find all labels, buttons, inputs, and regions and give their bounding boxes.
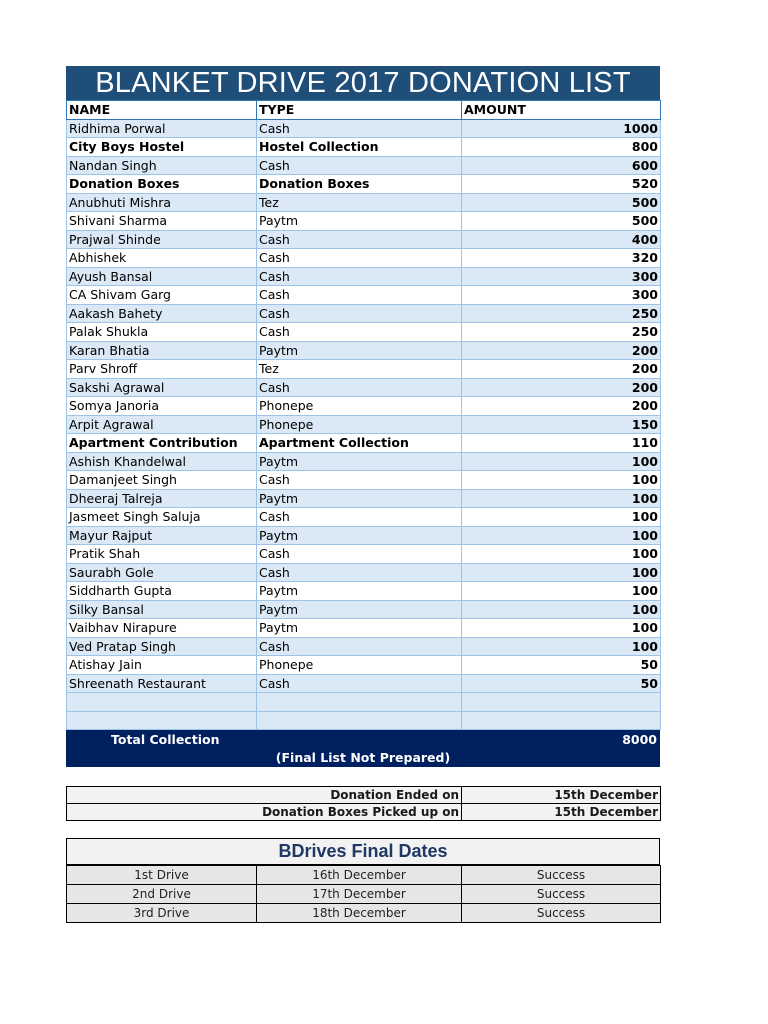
- donation-type: Cash: [257, 637, 462, 656]
- table-row: [67, 212, 661, 231]
- donation-type: Cash: [257, 304, 462, 323]
- table-row: [67, 156, 661, 175]
- donor-name: Aakash Bahety: [67, 304, 257, 323]
- table-row: [67, 249, 661, 268]
- donation-amount: 50: [462, 656, 661, 675]
- donation-type: Cash: [257, 545, 462, 564]
- donation-type: Paytm: [257, 341, 462, 360]
- donation-amount: 100: [462, 545, 661, 564]
- donation-type: Cash: [257, 471, 462, 490]
- donation-amount: 100: [462, 600, 661, 619]
- table-row: [67, 619, 661, 638]
- table-row: [67, 471, 661, 490]
- page-title: BLANKET DRIVE 2017 DONATION LIST: [66, 66, 660, 100]
- donor-name: Silky Bansal: [67, 600, 257, 619]
- donation-amount: 250: [462, 323, 661, 342]
- donor-name: Ayush Bansal: [67, 267, 257, 286]
- donation-type: Apartment Collection: [257, 434, 462, 453]
- table-row: [67, 508, 661, 527]
- dates-table: [66, 786, 661, 821]
- table-row: [67, 304, 661, 323]
- empty-row: [67, 693, 661, 712]
- table-row: [67, 175, 661, 194]
- donor-name: Abhishek: [67, 249, 257, 268]
- donation-type: Cash: [257, 508, 462, 527]
- table-row: [67, 267, 661, 286]
- empty-cell: [257, 693, 462, 712]
- drive-date: 16th December: [257, 866, 462, 885]
- donor-name: Nandan Singh: [67, 156, 257, 175]
- donation-table: [66, 100, 661, 730]
- donation-type: Cash: [257, 156, 462, 175]
- donor-name: Sakshi Agrawal: [67, 378, 257, 397]
- donor-name: Karan Bhatia: [67, 341, 257, 360]
- date-value: 15th December: [462, 787, 661, 804]
- drive-name: 3rd Drive: [67, 904, 257, 923]
- drive-status: Success: [462, 904, 661, 923]
- donation-amount: 520: [462, 175, 661, 194]
- table-row: [67, 545, 661, 564]
- donation-type: Cash: [257, 267, 462, 286]
- donation-amount: 100: [462, 637, 661, 656]
- donation-amount: 100: [462, 526, 661, 545]
- table-row: [67, 138, 661, 157]
- drive-date: 17th December: [257, 885, 462, 904]
- donation-type: Cash: [257, 563, 462, 582]
- donation-amount: 150: [462, 415, 661, 434]
- date-row: [67, 804, 661, 821]
- table-row: [67, 360, 661, 379]
- empty-cell: [67, 711, 257, 730]
- empty-cell: [257, 711, 462, 730]
- donation-type: Phonepe: [257, 656, 462, 675]
- donor-name: Siddharth Gupta: [67, 582, 257, 601]
- donation-amount: 200: [462, 397, 661, 416]
- final-list-note: (Final List Not Prepared): [275, 750, 451, 765]
- table-row: [67, 637, 661, 656]
- drive-row: [67, 866, 661, 885]
- donation-list-sheet: [66, 66, 660, 767]
- donor-name: Ved Pratap Singh: [67, 637, 257, 656]
- donor-name: Damanjeet Singh: [67, 471, 257, 490]
- table-row: [67, 674, 661, 693]
- donation-amount: 500: [462, 212, 661, 231]
- total-collection-bar: [66, 730, 660, 767]
- drive-name: 1st Drive: [67, 866, 257, 885]
- empty-cell: [462, 711, 661, 730]
- donation-amount: 500: [462, 193, 661, 212]
- empty-row: [67, 711, 661, 730]
- donor-name: Mayur Rajput: [67, 526, 257, 545]
- donation-amount: 200: [462, 378, 661, 397]
- drive-status: Success: [462, 885, 661, 904]
- table-row: [67, 415, 661, 434]
- donation-amount: 100: [462, 489, 661, 508]
- donor-name: Shivani Sharma: [67, 212, 257, 231]
- donor-name: Dheeraj Talreja: [67, 489, 257, 508]
- donor-name: Ashish Khandelwal: [67, 452, 257, 471]
- table-row: [67, 526, 661, 545]
- table-row: [67, 378, 661, 397]
- column-header-type: TYPE: [257, 101, 462, 120]
- donor-name: Anubhuti Mishra: [67, 193, 257, 212]
- total-value: 8000: [622, 732, 657, 747]
- donor-name: Vaibhav Nirapure: [67, 619, 257, 638]
- donation-type: Phonepe: [257, 415, 462, 434]
- donation-amount: 300: [462, 286, 661, 305]
- final-dates-title: BDrives Final Dates: [66, 838, 660, 865]
- donor-name: Parv Shroff: [67, 360, 257, 379]
- total-label: Total Collection: [111, 732, 220, 747]
- date-label: Donation Boxes Picked up on: [67, 804, 462, 821]
- table-row: [67, 600, 661, 619]
- donation-amount: 100: [462, 452, 661, 471]
- empty-cell: [462, 693, 661, 712]
- final-dates-section: [66, 838, 660, 923]
- table-row: [67, 489, 661, 508]
- table-row: [67, 563, 661, 582]
- donor-name: Apartment Contribution: [67, 434, 257, 453]
- drive-status: Success: [462, 866, 661, 885]
- donation-type: Tez: [257, 360, 462, 379]
- donation-amount: 320: [462, 249, 661, 268]
- donation-type: Cash: [257, 323, 462, 342]
- donor-name: Arpit Agrawal: [67, 415, 257, 434]
- donor-name: City Boys Hostel: [67, 138, 257, 157]
- donation-amount: 400: [462, 230, 661, 249]
- donor-name: Shreenath Restaurant: [67, 674, 257, 693]
- empty-cell: [67, 693, 257, 712]
- dates-section: [66, 786, 660, 821]
- column-header-amount: AMOUNT: [462, 101, 661, 120]
- donation-amount: 100: [462, 471, 661, 490]
- table-header: [67, 101, 661, 120]
- drive-row: [67, 885, 661, 904]
- donation-amount: 800: [462, 138, 661, 157]
- table-row: [67, 193, 661, 212]
- donor-name: Prajwal Shinde: [67, 230, 257, 249]
- final-dates-table: [66, 865, 661, 923]
- table-row: [67, 434, 661, 453]
- table-row: [67, 286, 661, 305]
- donor-name: Ridhima Porwal: [67, 119, 257, 138]
- donor-name: Somya Janoria: [67, 397, 257, 416]
- date-label: Donation Ended on: [67, 787, 462, 804]
- donation-type: Cash: [257, 230, 462, 249]
- donation-amount: 250: [462, 304, 661, 323]
- donation-type: Cash: [257, 286, 462, 305]
- column-header-name: NAME: [67, 101, 257, 120]
- donation-amount: 200: [462, 341, 661, 360]
- table-row: [67, 341, 661, 360]
- date-row: [67, 787, 661, 804]
- donor-name: Saurabh Gole: [67, 563, 257, 582]
- donation-amount: 100: [462, 508, 661, 527]
- donor-name: Palak Shukla: [67, 323, 257, 342]
- table-row: [67, 323, 661, 342]
- donation-amount: 110: [462, 434, 661, 453]
- donation-type: Donation Boxes: [257, 175, 462, 194]
- donation-type: Cash: [257, 249, 462, 268]
- donation-amount: 100: [462, 582, 661, 601]
- donation-amount: 100: [462, 619, 661, 638]
- date-value: 15th December: [462, 804, 661, 821]
- donation-type: Paytm: [257, 452, 462, 471]
- donation-amount: 100: [462, 563, 661, 582]
- donation-type: Phonepe: [257, 397, 462, 416]
- donation-type: Paytm: [257, 212, 462, 231]
- donor-name: Jasmeet Singh Saluja: [67, 508, 257, 527]
- drive-name: 2nd Drive: [67, 885, 257, 904]
- donation-type: Hostel Collection: [257, 138, 462, 157]
- donation-type: Tez: [257, 193, 462, 212]
- donation-type: Cash: [257, 119, 462, 138]
- table-row: [67, 582, 661, 601]
- donation-type: Paytm: [257, 582, 462, 601]
- donor-name: Pratik Shah: [67, 545, 257, 564]
- donation-type: Cash: [257, 674, 462, 693]
- donation-type: Paytm: [257, 600, 462, 619]
- donation-amount: 50: [462, 674, 661, 693]
- table-row: [67, 230, 661, 249]
- donation-type: Paytm: [257, 526, 462, 545]
- donation-type: Paytm: [257, 619, 462, 638]
- table-row: [67, 452, 661, 471]
- donation-type: Paytm: [257, 489, 462, 508]
- drive-date: 18th December: [257, 904, 462, 923]
- drive-row: [67, 904, 661, 923]
- donor-name: Atishay Jain: [67, 656, 257, 675]
- donor-name: Donation Boxes: [67, 175, 257, 194]
- donation-amount: 200: [462, 360, 661, 379]
- donation-amount: 600: [462, 156, 661, 175]
- donor-name: CA Shivam Garg: [67, 286, 257, 305]
- table-row: [67, 397, 661, 416]
- table-row: [67, 119, 661, 138]
- table-row: [67, 656, 661, 675]
- donation-amount: 1000: [462, 119, 661, 138]
- donation-amount: 300: [462, 267, 661, 286]
- donation-type: Cash: [257, 378, 462, 397]
